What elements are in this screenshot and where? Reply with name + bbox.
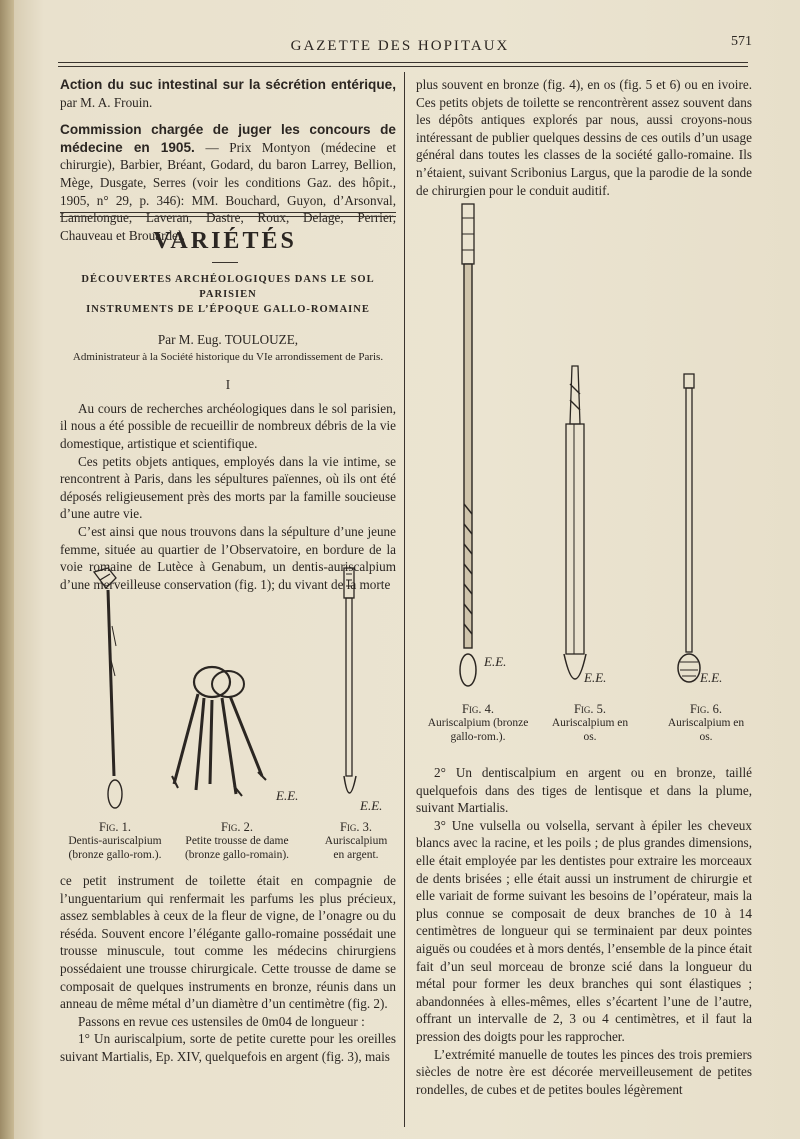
binding-spine bbox=[0, 0, 14, 1139]
paragraph: L’extrémité manuelle de toutes les pinces des trois premiers siècles de notre ère est décorée merveilleusement de petites rondelles, de cubes et de petites boules légèrement bbox=[416, 1046, 752, 1097]
figure-5-caption-block bbox=[548, 702, 632, 744]
figure-1-illustration bbox=[86, 566, 130, 814]
left-column-article bbox=[60, 272, 396, 593]
figure-6-caption: Auriscalpium en os. bbox=[667, 717, 745, 743]
figure-1-caption: Dentis-auriscalpium (bronze gallo-rom.). bbox=[68, 835, 162, 861]
paragraph: Passons en revue ces ustensiles de 0m04 de longueur : bbox=[78, 1013, 365, 1029]
signature-fig2: E.E. bbox=[276, 788, 299, 803]
paragraph: C’est ainsi que nous trouvons dans la sépulture d’une jeune femme, située au quartier de l’Observatoire, en bordure de la voie romaine de Lutèce à Genabum, un dentis-auriscalpium d’une merveilleuse conservation (fig. 1); du vivant de la morte bbox=[60, 523, 396, 592]
figure-6-label: Fig. 6. bbox=[689, 702, 723, 716]
commission-text: — Prix Montyon (médecine et chirurgie), Barbier, Bréant, Godard, du baron Larrey, Bellion, Mège, Dusgate, Serres (voir les conditions Gaz. des hôpit., 1905, n° 29, p. 346): MM. Bouchard, Guyon, d’Arsonval, Lannelongue, Laveran, Dastre, Roux, Delage, Perrier, Chauveau et Brouardel. bbox=[60, 139, 396, 243]
figure-3-label: Fig. 3. bbox=[339, 820, 373, 834]
figure-2-caption: Petite trousse de dame (bronze gallo-romain). bbox=[184, 835, 290, 861]
article-part-number: I bbox=[225, 377, 231, 393]
article-subtitle-1: DÉCOUVERTES ARCHÉOLOGIQUES DANS LE SOL PARISIEN bbox=[81, 274, 375, 300]
figure-3-caption-block bbox=[318, 820, 394, 862]
figure-5-caption: Auriscalpium en os. bbox=[551, 717, 629, 743]
figure-1-label: Fig. 1. bbox=[98, 820, 132, 834]
figure-5-illustration bbox=[560, 364, 596, 692]
action-author: par M. A. Frouin. bbox=[60, 94, 153, 110]
paragraph: Au cours de recherches archéologiques dans le sol parisien, il nous a été possible de recueillir de nombreux débris de la vie domestique, artistique et scientifique. bbox=[60, 400, 396, 451]
paragraph: 3° Une vulsella ou volsella, servant à épiler les cheveux blancs avec la racine, et les poils ; de plus grandes dimensions, elle était employée par les dentistes pour extraire les morceaux de dents brisées ; elle était aussi un instrument de chirurgie et elle variait de forme suivant les besoins de l’opérateur, mais la plus connue se composait de deux branches de 10 à 14 centimètres de longueur qui se terminaient par deux pointes aiguës ou coudées et à mors dentés, l’ensemble de la pince était fait d’un seul morceau de bronze scié dans la longueur du métal pour former les deux branches qui sont élastiques ; abandonnées à elles-mêmes, elles s’écartent l’une de l’autre, offrant un intervalle de 2, 3 ou 4 centimètres, et il faut la pression des doigts pour les rapprocher. bbox=[416, 817, 752, 1044]
figure-3-illustration bbox=[336, 566, 366, 812]
signature-fig5: E.E. bbox=[584, 670, 607, 685]
article-author: Par M. Eug. TOULOUZE, bbox=[157, 332, 299, 347]
running-header: GAZETTE DES HOPITAUX bbox=[290, 38, 510, 54]
commission-title: Commission chargée de juger les concours de médecine en 1905. bbox=[60, 122, 396, 155]
title-underline bbox=[212, 262, 238, 263]
right-column-top bbox=[416, 76, 752, 199]
commission-paragraph bbox=[60, 121, 396, 244]
header-rule-top bbox=[58, 62, 748, 63]
section-rule-2 bbox=[60, 216, 396, 217]
header-rule-bottom bbox=[58, 66, 748, 67]
figure-1-caption-block bbox=[60, 820, 170, 862]
article-author-role: Administrateur à la Société historique du VIe arrondissement de Paris. bbox=[72, 350, 384, 363]
section-rule-1 bbox=[60, 212, 396, 213]
figure-2-illustration bbox=[168, 664, 278, 800]
figure-2-label: Fig. 2. bbox=[220, 820, 254, 834]
signature-fig4: E.E. bbox=[484, 654, 507, 669]
action-paragraph bbox=[60, 76, 396, 111]
paragraph: ce petit instrument de toilette était en compagnie de l’unguentarium qui renfermait les parfums les plus précieux, assez semblables à ceux de la fleur de vigne, de l’onagre ou du réséda. Souvent encore l’élégante gallo-romaine possédait une trousse minuscule, tout comme les médecins chirurgiens possédaient une trousse chirurgicale. Cette trousse de dame se composait de quelques instruments en bronze, réunis dans un anneau de même métal d’un diamètre d’un centimètre (fig. 2). bbox=[60, 873, 396, 1012]
paragraph: 2° Un dentiscalpium en argent ou en bronze, taillé quelquefois dans des tiges de lentisque et dans la plume, suivant Martialis. bbox=[416, 765, 752, 816]
figure-4-caption-block bbox=[426, 702, 530, 744]
figure-6-illustration bbox=[672, 374, 712, 690]
paragraph: Ces petits objets antiques, employés dans la vie intime, se rencontrent à Paris, dans les sépultures païennes, où ils ont été déposés religieusement près des morts par la famille soucieuse d’une autre vie. bbox=[60, 453, 396, 522]
article-subtitle-2: INSTRUMENTS DE L’ÉPOQUE GALLO-ROMAINE bbox=[86, 304, 370, 315]
signature-fig3: E.E. bbox=[360, 798, 383, 813]
figure-4-label: Fig. 4. bbox=[461, 702, 495, 716]
figure-6-caption-block bbox=[664, 702, 748, 744]
left-column-top bbox=[60, 76, 396, 244]
figure-2-caption-block bbox=[176, 820, 298, 862]
figure-3-caption: Auriscalpium en argent. bbox=[324, 835, 388, 861]
column-divider bbox=[404, 72, 405, 1127]
paragraph: plus souvent en bronze (fig. 4), en os (fig. 5 et 6) ou en ivoire. Ces petits objets de toilette se rencontrèrent assez souvent dans les dépôts antiques explorés par nous, aussi croyons-nous intéressant de publier quelques dessins de ces outils d’un usage général dans toutes les classes de la société gallo-romaine. Ils n’étaient, suivant Scribonius Largus, que la parodie de la sonde de chirurgien pour le conduit auditif. bbox=[416, 77, 752, 198]
figure-4-caption: Auriscalpium (bronze gallo-rom.). bbox=[427, 717, 529, 743]
figure-4-illustration bbox=[452, 204, 492, 692]
paragraph: 1° Un auriscalpium, sorte de petite curette pour les oreilles suivant Martialis, Ep. XIV, quelquefois en argent (fig. 3), mais bbox=[60, 1031, 396, 1064]
page-number: 571 bbox=[731, 34, 752, 49]
signature-fig6: E.E. bbox=[700, 670, 723, 685]
action-title: Action du suc intestinal sur la sécrétion entérique, bbox=[60, 77, 396, 92]
figure-5-label: Fig. 5. bbox=[573, 702, 607, 716]
right-column-bottom bbox=[416, 764, 752, 1098]
left-column-bottom bbox=[60, 872, 396, 1066]
section-title: VARIÉTÉS bbox=[153, 228, 297, 254]
